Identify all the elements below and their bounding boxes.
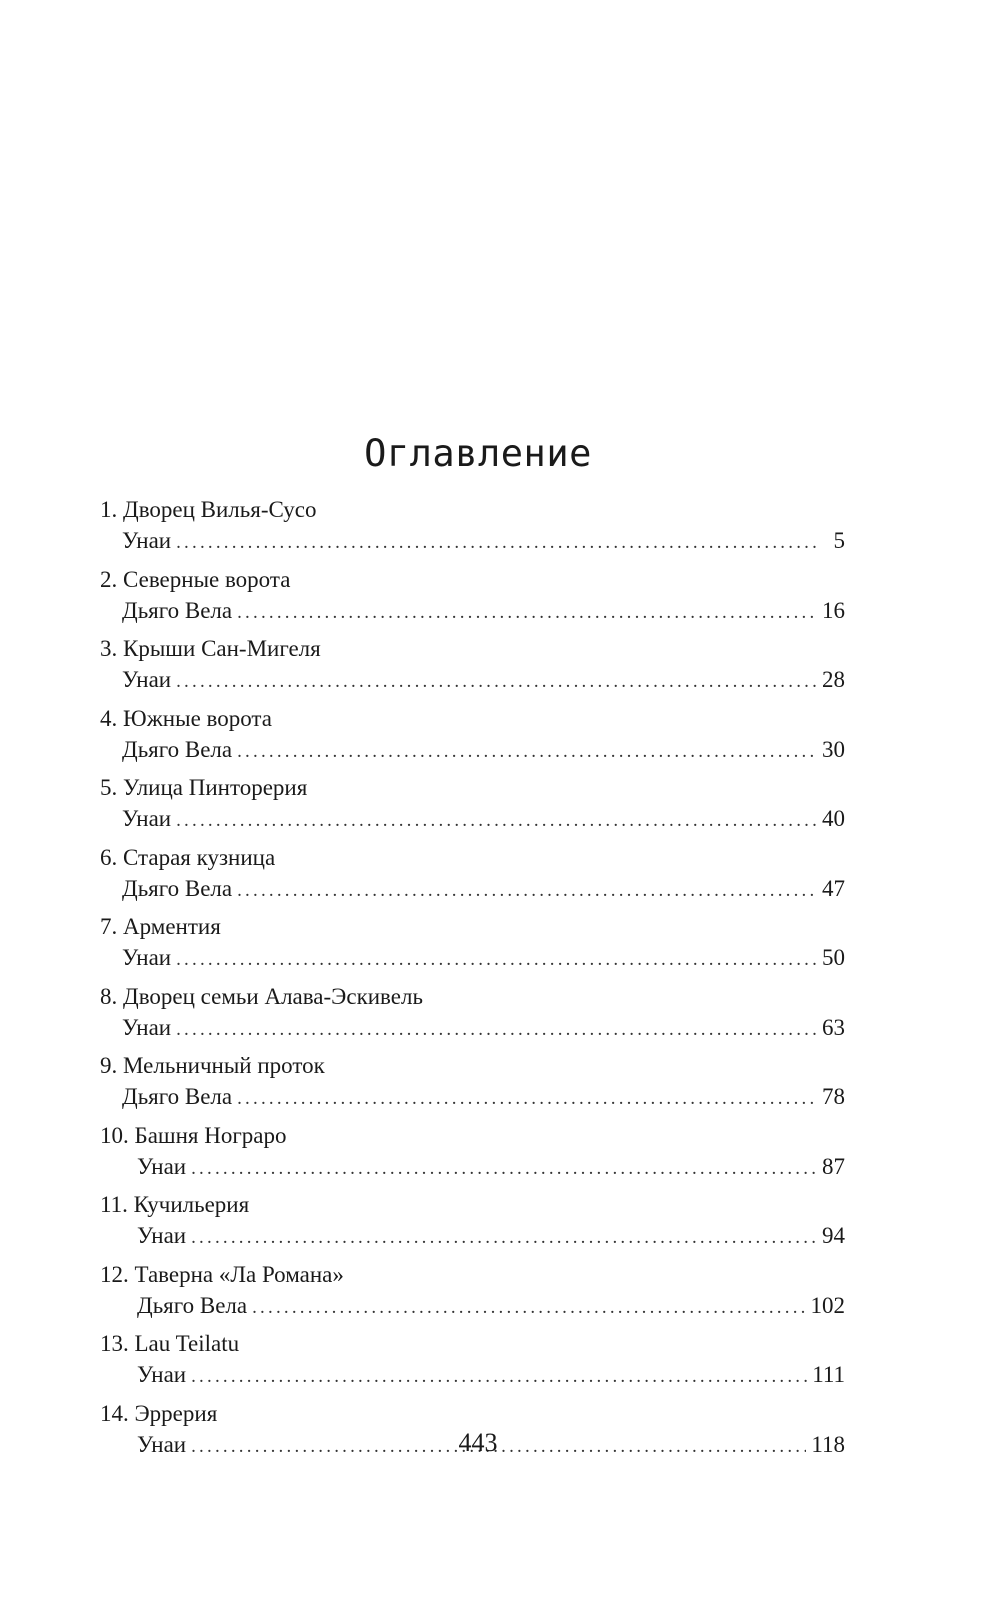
chapter-title: 2. Северные ворота	[100, 566, 291, 592]
chapter-title: 8. Дворец семьи Алава-Эскивель	[100, 983, 423, 1009]
toc-entry	[100, 1120, 845, 1190]
toc-entry	[100, 981, 845, 1051]
toc-entry	[100, 1328, 845, 1398]
chapter-line	[100, 874, 845, 906]
chapter-line	[100, 665, 845, 697]
toc-entry	[100, 633, 845, 703]
chapter-page-number: 16	[822, 597, 845, 623]
dot-leader	[176, 806, 817, 836]
chapter-narrator: Унаи	[137, 1153, 187, 1179]
toc-entry	[100, 772, 845, 842]
chapter-page-number: 5	[833, 528, 845, 553]
chapter-title: 10. Башня Нограро	[100, 1122, 287, 1148]
dot-leader	[176, 1015, 817, 1045]
dot-leader	[191, 1362, 807, 1392]
chapter-page-number: 63	[822, 1014, 845, 1040]
chapter-narrator: Дьяго Вела	[122, 1084, 233, 1109]
chapter-title: 6. Старая кузница	[100, 844, 276, 870]
chapter-page-number: 50	[822, 945, 845, 970]
chapter-page-number: 47	[822, 875, 845, 901]
dot-leader	[237, 737, 817, 767]
chapter-line	[100, 1082, 845, 1114]
toc-entry	[100, 494, 845, 564]
dot-leader	[176, 528, 820, 558]
chapter-line	[100, 1013, 845, 1045]
chapter-line	[100, 804, 845, 836]
chapter-page-number: 28	[822, 667, 845, 692]
chapter-page-number: 40	[822, 806, 845, 831]
chapter-narrator: Дьяго Вела	[122, 597, 233, 623]
toc-entry	[100, 1050, 845, 1120]
chapter-narrator: Дьяго Вела	[122, 875, 233, 901]
chapter-title: 9. Мельничный проток	[100, 1053, 325, 1078]
chapter-page-number: 87	[822, 1153, 845, 1179]
chapter-line	[100, 1360, 845, 1392]
chapter-line	[100, 1291, 845, 1323]
chapter-narrator: Унаи	[137, 1223, 187, 1248]
chapter-page-number: 30	[822, 736, 845, 762]
toc-entry	[100, 564, 845, 634]
toc-entry	[100, 842, 845, 912]
dot-leader	[191, 1223, 817, 1253]
chapter-line	[100, 943, 845, 975]
chapter-line	[100, 1152, 845, 1184]
chapter-page-number: 111	[812, 1362, 845, 1387]
chapter-title: 5. Улица Пинторерия	[100, 775, 308, 800]
chapter-line	[100, 1221, 845, 1253]
chapter-page-number: 102	[810, 1292, 845, 1318]
chapter-title: 3. Крыши Сан-Мигеля	[100, 636, 321, 661]
page-title: Оглавление	[364, 432, 592, 475]
dot-leader	[237, 598, 817, 628]
page-number: 443	[458, 1428, 498, 1457]
chapter-narrator: Унаи	[122, 1014, 172, 1040]
chapter-narrator: Дьяго Вела	[137, 1292, 248, 1318]
dot-leader	[237, 1084, 817, 1114]
dot-leader	[176, 667, 817, 697]
chapter-title: 11. Кучильерия	[100, 1192, 250, 1217]
chapter-narrator: Унаи	[137, 1362, 187, 1387]
chapter-line	[100, 596, 845, 628]
dot-leader	[176, 945, 817, 975]
chapter-title: 7. Арментия	[100, 914, 221, 939]
chapter-page-number: 78	[822, 1084, 845, 1109]
chapter-narrator: Дьяго Вела	[122, 736, 233, 762]
dot-leader	[191, 1154, 817, 1184]
chapter-page-number: 94	[822, 1223, 845, 1248]
dot-leader	[237, 876, 817, 906]
toc-entry	[100, 911, 845, 981]
chapter-narrator: Унаи	[137, 1431, 187, 1457]
dot-leader	[252, 1293, 805, 1323]
chapter-narrator: Унаи	[122, 945, 172, 970]
chapter-line	[100, 735, 845, 767]
toc-entry	[100, 1189, 845, 1259]
chapter-title: 12. Таверна «Ла Романа»	[100, 1261, 344, 1287]
chapter-title: 14. Эррерия	[100, 1400, 218, 1426]
chapter-narrator: Унаи	[122, 806, 172, 831]
toc-entry	[100, 703, 845, 773]
chapter-line	[100, 526, 845, 558]
chapter-narrator: Унаи	[122, 667, 172, 692]
chapter-title: 4. Южные ворота	[100, 705, 272, 731]
chapter-narrator: Унаи	[122, 528, 172, 553]
toc-list	[100, 494, 845, 1467]
chapter-title: 1. Дворец Вилья-Сусо	[100, 497, 317, 522]
chapter-title: 13. Lau Teilatu	[100, 1331, 240, 1356]
chapter-page-number: 118	[811, 1431, 845, 1457]
toc-entry	[100, 1259, 845, 1329]
